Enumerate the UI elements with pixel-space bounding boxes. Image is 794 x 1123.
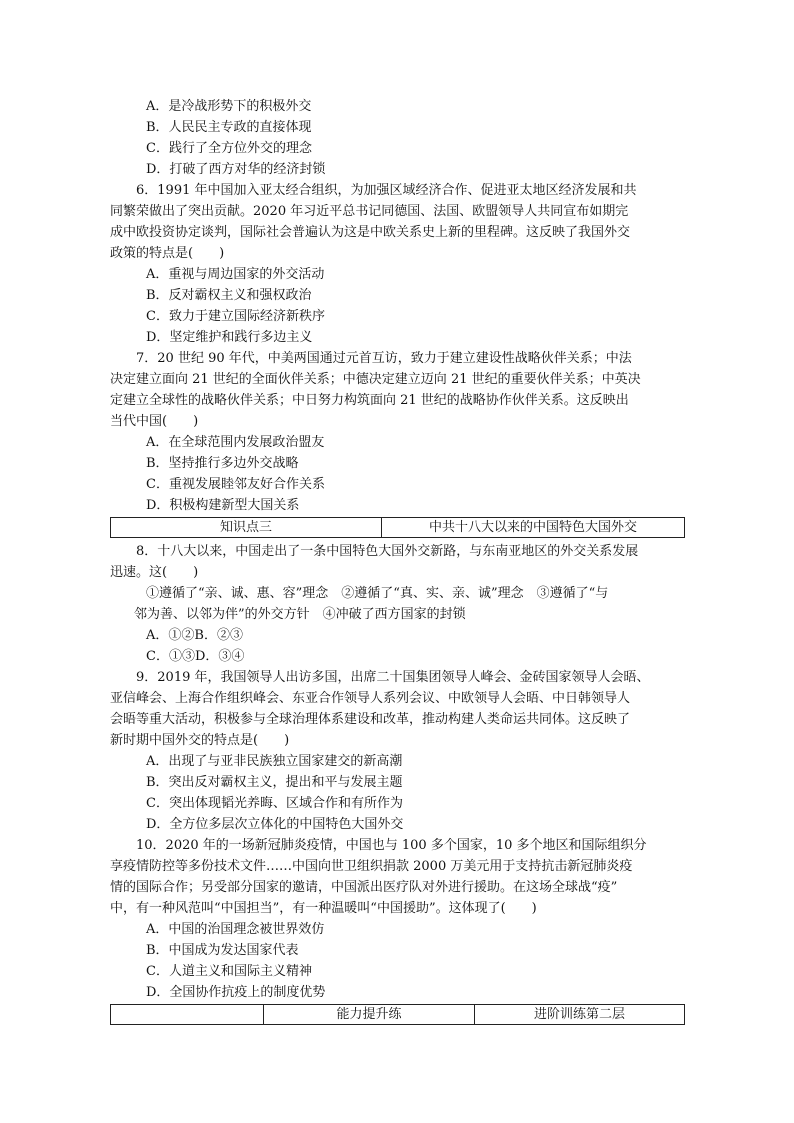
question-8 — [110, 541, 685, 667]
option-b: B．人民民主专政的直接体现 — [146, 120, 312, 135]
option-d: D．全方位多层次立体化的中国特色大国外交 — [146, 817, 404, 832]
option-cd: C．①③D．③④ — [146, 649, 245, 664]
option-b: B．反对霸权主义和强权政治 — [146, 288, 312, 303]
question-10 — [110, 835, 685, 1003]
option-a: A．在全球范围内发展政治盟友 — [146, 435, 325, 450]
option-ab: A．①②B．②③ — [146, 628, 243, 643]
question-text: 决定建立面向 21 世纪的全面伙伴关系；中德决定建立迈向 21 世纪的重要伙伴关系；中英决 — [110, 372, 641, 387]
section-title: 中共十八大以来的中国特色大国外交 — [382, 518, 685, 538]
statement-list: 邻为善、以邻为伴”的外交方针 ④冲破了西方国家的封锁 — [134, 607, 466, 622]
question-text: 中，有一种风范叫“中国担当”，有一种温暖叫“中国援助”。这体现了( ) — [110, 901, 537, 916]
question-text: 9．2019 年，我国领导人出访多国，出席二十国集团领导人峰会、金砖国家领导人会晤、 — [136, 670, 650, 685]
question-6 — [110, 180, 685, 348]
bar-cell-middle: 能力提升练 — [264, 1005, 475, 1025]
option-c: C．致力于建立国际经济新秩序 — [146, 309, 325, 324]
question-text: 6．1991 年中国加入亚太经合组织，为加强区域经济合作、促进亚太地区经济发展和共 — [136, 183, 637, 198]
option-d: D．全国协作抗疫上的制度优势 — [146, 985, 326, 1000]
question-text: 成中欧投资协定谈判，国际社会普遍认为这是中欧关系史上新的里程碑。这反映了我国外交 — [110, 225, 631, 240]
option-d: D．积极构建新型大国关系 — [146, 498, 300, 513]
bar-cell-left — [111, 1005, 264, 1025]
question-text: 迅速。这( ) — [110, 565, 199, 580]
q5-options — [110, 96, 685, 180]
option-c: C．重视发展睦邻友好合作关系 — [146, 477, 325, 492]
question-text: 亚信峰会、上海合作组织峰会、东亚合作领导人系列会议、中欧领导人会晤、中日韩领导人 — [110, 691, 631, 706]
statement-list: ①遵循了“亲、诚、惠、容”理念 ②遵循了“真、实、亲、诚”理念 ③遵循了“与 — [146, 586, 609, 601]
option-b: B．坚持推行多边外交战略 — [146, 456, 299, 471]
section-label: 知识点三 — [111, 518, 382, 538]
question-text: 享疫情防控等多份技术文件……中国向世卫组织捐款 2000 万美元用于支持抗击新冠肺炎疫 — [110, 859, 633, 874]
question-text: 当代中国( ) — [110, 414, 199, 429]
option-c: C．人道主义和国际主义精神 — [146, 964, 312, 979]
question-text: 同繁荣做出了突出贡献。2020 年习近平总书记同德国、法国、欧盟领导人共同宣布如期完 — [110, 204, 629, 219]
option-b: B．中国成为发达国家代表 — [146, 943, 299, 958]
question-9 — [110, 667, 685, 835]
option-a: A．中国的治国理念被世界效仿 — [146, 922, 325, 937]
question-text: 新时期中国外交的特点是( ) — [110, 733, 290, 748]
worksheet-page — [110, 96, 685, 1028]
question-text: 政策的特点是( ) — [110, 246, 225, 261]
option-a: A．重视与周边国家的外交活动 — [146, 267, 325, 282]
option-c: C．突出体现韬光养晦、区域合作和有所作为 — [146, 796, 403, 811]
question-text: 定建立全球性的战略伙伴关系；中日努力构筑面向 21 世纪的战略协作伙伴关系。这反映出 — [110, 393, 629, 408]
option-d: D．打破了西方对华的经济封锁 — [146, 162, 326, 177]
practice-level-table — [110, 1004, 685, 1025]
question-text: 7．20 世纪 90 年代，中美两国通过元首互访，致力于建立建设性战略伙伴关系；中法 — [136, 351, 632, 366]
option-d: D．坚定维护和践行多边主义 — [146, 330, 313, 345]
question-7 — [110, 348, 685, 516]
question-text: 情的国际合作；另受部分国家的邀请，中国派出医疗队对外进行援助。在这场全球战“疫” — [110, 880, 618, 895]
question-text: 10．2020 年的一场新冠肺炎疫情，中国也与 100 多个国家，10 多个地区和国际组织分 — [136, 838, 647, 853]
section-header-table — [110, 517, 685, 538]
option-a: A．是冷战形势下的积极外交 — [146, 99, 312, 114]
option-c: C．践行了全方位外交的理念 — [146, 141, 312, 156]
option-a: A．出现了与亚非民族独立国家建交的新高潮 — [146, 754, 403, 769]
question-text: 会晤等重大活动，积极参与全球治理体系建设和改革，推动构建人类命运共同体。这反映了 — [110, 712, 631, 727]
bar-cell-right: 进阶训练第二层 — [475, 1005, 685, 1025]
question-text: 8．十八大以来，中国走出了一条中国特色大国外交新路，与东南亚地区的外交关系发展 — [136, 544, 639, 559]
option-b: B．突出反对霸权主义，提出和平与发展主题 — [146, 775, 403, 790]
